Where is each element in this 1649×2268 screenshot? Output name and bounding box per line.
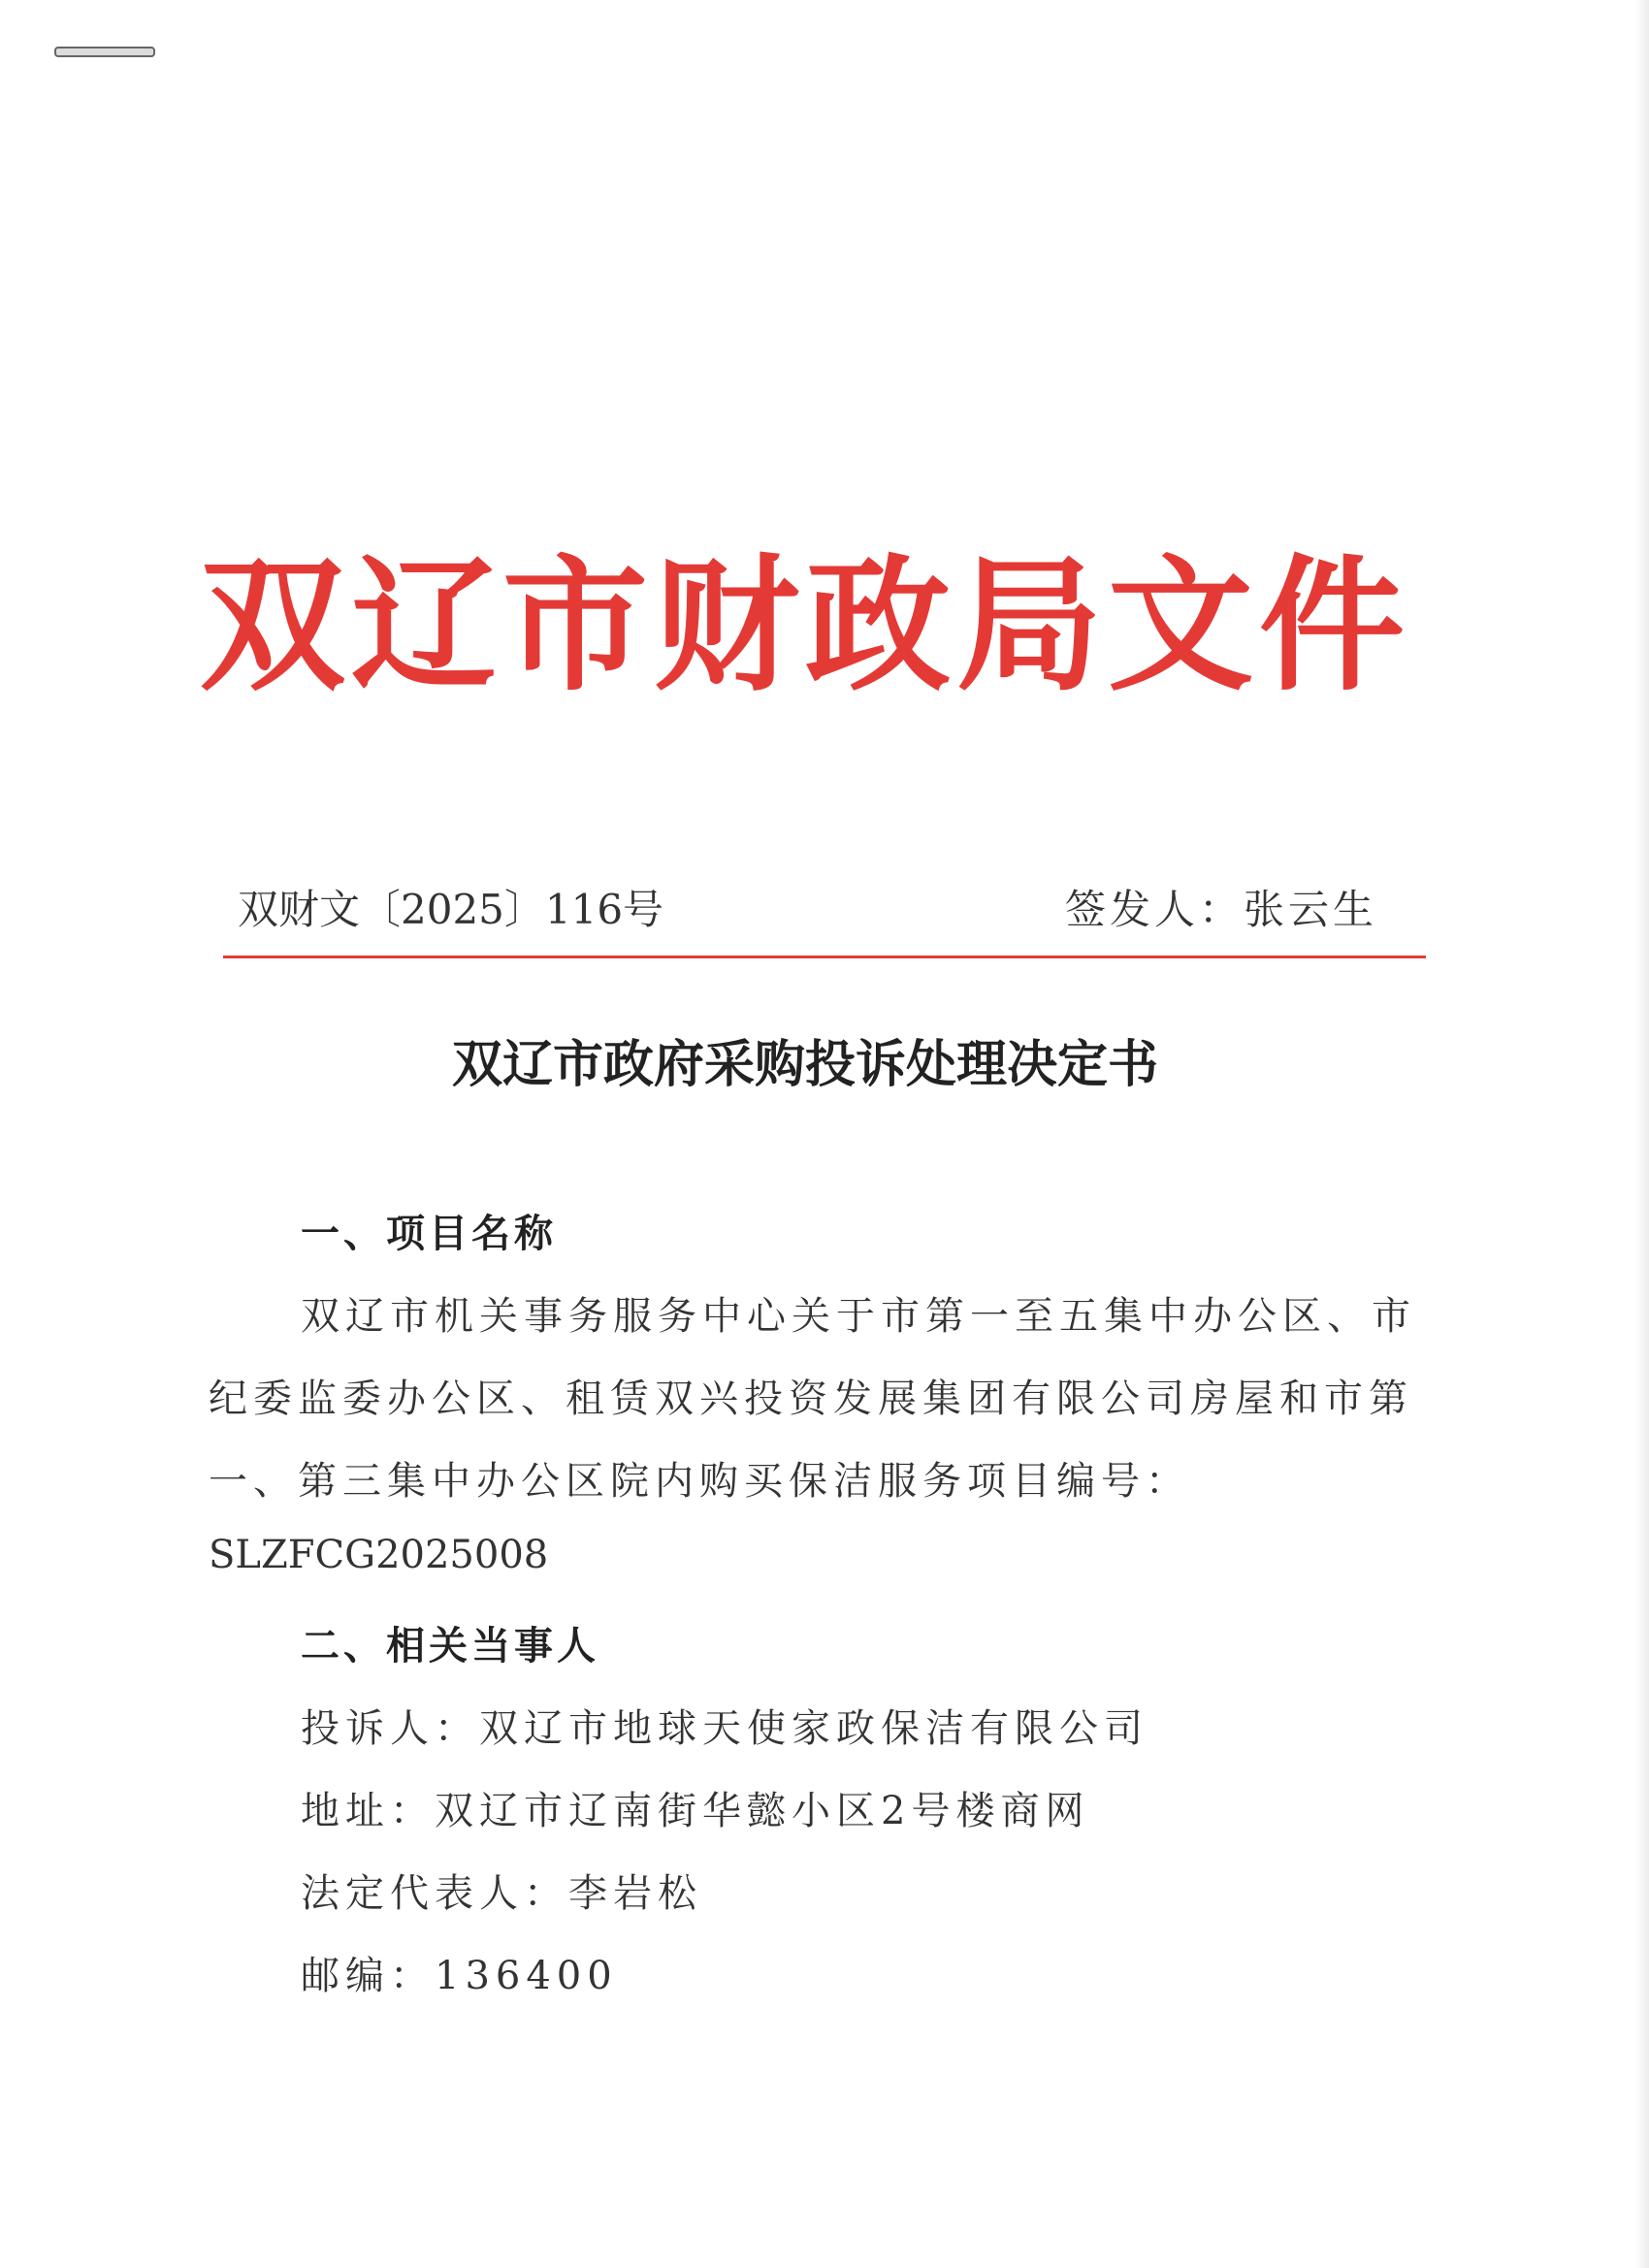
issuer-block	[1065, 878, 1377, 936]
section1-line-1: 双辽市机关事务服务中心关于市第一至五集中办公区、市	[301, 1294, 1416, 1339]
section1-line-3: 一、第三集中办公区院内购买保洁服务项目编号：	[209, 1459, 1190, 1504]
issuer-name: 张云生	[1243, 886, 1377, 933]
page-edge-shadow	[1635, 0, 1649, 2268]
staple-mark	[54, 47, 155, 57]
address-line: 地址：双辽市辽南街华懿小区2号楼商网	[301, 1789, 1090, 1833]
postcode-line: 邮编：136400	[301, 1954, 618, 1998]
section1-line-2: 纪委监委办公区、租赁双兴投资发展集团有限公司房屋和市第	[209, 1377, 1413, 1421]
section2-heading: 二、相关当事人	[301, 1623, 599, 1669]
project-code: SLZFCG2025008	[209, 1533, 549, 1577]
legal-representative-line: 法定代表人：李岩松	[301, 1871, 702, 1916]
red-divider-line	[223, 956, 1426, 958]
complainant-line: 投诉人：双辽市地球天使家政保洁有限公司	[301, 1706, 1148, 1751]
document-title: 双辽市政府采购投诉处理决定书	[451, 1035, 1158, 1094]
section1-heading: 一、项目名称	[301, 1211, 557, 1256]
document-number: 双财文〔2025〕116号	[238, 886, 664, 933]
agency-red-header: 双辽市财政局文件	[199, 540, 1410, 711]
issuer-label: 签发人：	[1064, 886, 1244, 933]
